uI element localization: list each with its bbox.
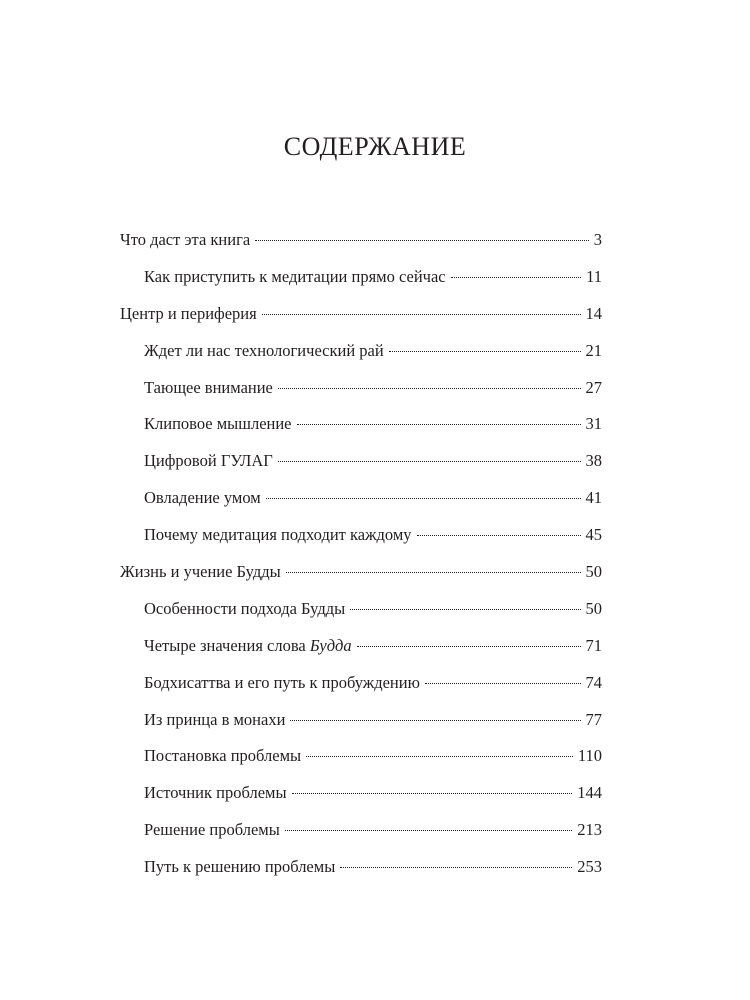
toc-dot-leader — [278, 388, 581, 389]
toc-entry[interactable] — [120, 488, 602, 525]
toc-entry-title: Овладение умом — [144, 488, 261, 508]
toc-page-number: 253 — [577, 857, 602, 877]
toc-entry[interactable] — [120, 341, 602, 378]
toc-entry[interactable] — [120, 746, 602, 783]
toc-entry-title: Что даст эта книга — [120, 230, 251, 249]
toc-entry-title: Путь к решению проблемы — [144, 857, 336, 877]
toc-entry-title: Цифровой ГУЛАГ — [144, 451, 273, 471]
toc-page-number: 38 — [585, 451, 602, 471]
toc-page-number: 45 — [585, 525, 602, 545]
toc-dot-leader — [285, 830, 572, 831]
toc-entry-title: Почему медитация подходит каждому — [144, 525, 412, 545]
toc-dot-leader — [389, 351, 581, 352]
toc-entry-title: Постановка проблемы — [144, 746, 302, 766]
toc-entry[interactable] — [120, 267, 602, 304]
toc-dot-leader — [350, 609, 580, 610]
toc-entry-title-text: Четыре значения слова — [144, 635, 306, 655]
toc-entry-title: Тающее внимание — [144, 377, 273, 397]
toc-dot-leader — [357, 646, 581, 647]
toc-dot-leader — [266, 498, 581, 499]
toc-dot-leader — [417, 535, 581, 536]
toc-page-number: 27 — [585, 377, 602, 397]
toc-dot-leader — [290, 720, 580, 721]
toc-entry-title: Бодхисаттва и его путь к пробуждению — [144, 672, 420, 692]
toc-page-number: 31 — [585, 414, 602, 434]
toc-entry-title-italic: Будда — [309, 635, 352, 655]
toc-entry-title: Особенности подхода Будды — [144, 598, 346, 618]
toc-dot-leader — [425, 683, 581, 684]
toc-entry-title: Как приступить к медитации прямо сейчас — [144, 266, 446, 286]
toc-page-number: 50 — [585, 598, 602, 618]
toc-entry-title: Клиповое мышление — [144, 414, 292, 434]
toc-dot-leader — [297, 424, 581, 425]
toc-entry-title: Центр и периферия — [120, 303, 257, 323]
toc-entry-title — [144, 636, 352, 656]
toc-entry[interactable] — [120, 304, 602, 341]
toc-entry-title: Жизнь и учение Будды — [120, 562, 281, 582]
toc-page-number: 21 — [585, 340, 602, 360]
toc-dot-leader — [340, 867, 572, 868]
toc-entry[interactable] — [120, 378, 602, 415]
toc-page-number: 11 — [586, 266, 602, 286]
table-of-contents — [120, 230, 602, 894]
toc-page-number: 14 — [585, 303, 602, 323]
toc-entry[interactable] — [120, 562, 602, 599]
toc-entry[interactable] — [120, 783, 602, 820]
toc-dot-leader — [292, 793, 573, 794]
toc-page-number: 77 — [585, 709, 602, 729]
page-title: СОДЕРЖАНИЕ — [283, 132, 467, 161]
toc-entry-title: Источник проблемы — [144, 783, 287, 803]
toc-dot-leader — [262, 314, 581, 315]
toc-entry[interactable] — [120, 525, 602, 562]
toc-entry[interactable] — [120, 857, 602, 894]
toc-dot-leader — [255, 240, 589, 241]
toc-page-number: 144 — [577, 783, 602, 803]
toc-entry[interactable] — [120, 451, 602, 488]
toc-dot-leader — [306, 756, 573, 757]
toc-entry[interactable] — [120, 820, 602, 857]
toc-entry-title: Из принца в монахи — [144, 709, 286, 729]
toc-page-number: 213 — [577, 820, 602, 840]
toc-page-number: 41 — [585, 488, 602, 508]
toc-page-number: 110 — [577, 746, 602, 766]
toc-entry[interactable] — [120, 230, 602, 267]
toc-dot-leader — [451, 277, 581, 278]
toc-page-number: 50 — [585, 562, 602, 582]
toc-page-number: 74 — [585, 672, 602, 692]
toc-dot-leader — [286, 572, 581, 573]
toc-page-number: 71 — [585, 635, 602, 655]
toc-entry[interactable] — [120, 673, 602, 710]
toc-entry-title: Решение проблемы — [144, 820, 280, 840]
toc-entry-title: Ждет ли нас технологический рай — [144, 340, 384, 360]
toc-dot-leader — [278, 461, 581, 462]
toc-page-number: 3 — [593, 230, 602, 249]
toc-entry[interactable] — [120, 599, 602, 636]
toc-entry[interactable] — [120, 710, 602, 747]
toc-entry[interactable] — [120, 636, 602, 673]
toc-entry[interactable] — [120, 414, 602, 451]
